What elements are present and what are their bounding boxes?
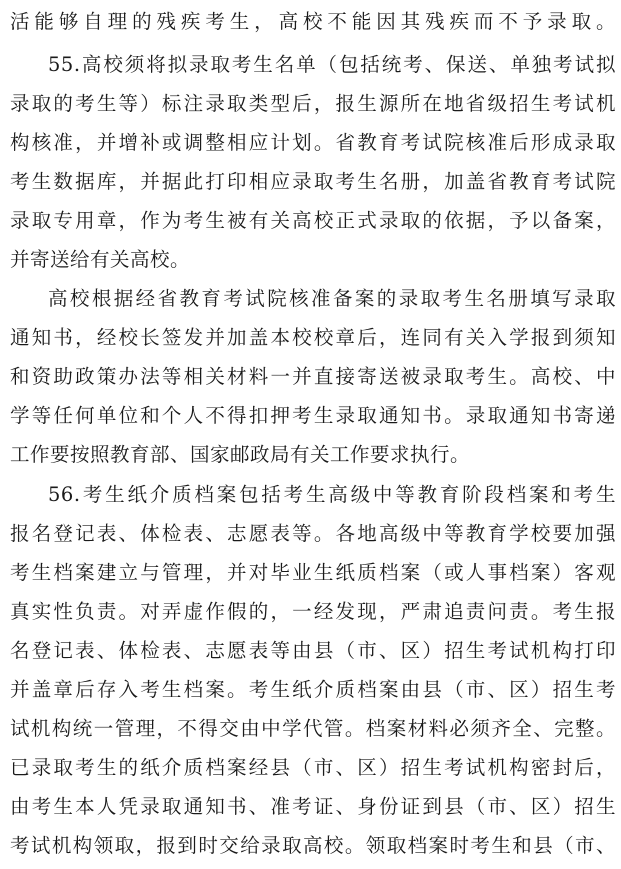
- text-line-20: 已录取考生的纸介质档案经县（市、区）招生考试机构密封后，: [10, 756, 616, 779]
- text-line-18: 并盖章后存入考生档案。考生纸介质档案由县（市、区）招生考: [10, 678, 616, 701]
- text-line-16: 真实性负责。对弄虚作假的，一经发现，严肃追责问责。考生报: [10, 600, 616, 623]
- text-line-13: 56.考生纸介质档案包括考生高级中等教育阶段档案和考生: [48, 483, 616, 506]
- text-line-21: 由考生本人凭录取通知书、准考证、身份证到县（市、区）招生: [10, 795, 616, 818]
- text-line-19: 试机构统一管理，不得交由中学代管。档案材料必须齐全、完整。: [10, 717, 616, 740]
- text-line-3: 录取的考生等）标注录取类型后，报生源所在地省级招生考试机: [10, 92, 616, 115]
- text-line-8: 高校根据经省教育考试院核准备案的录取考生名册填写录取: [48, 287, 616, 310]
- text-line-10: 和资助政策办法等相关材料一并直接寄送被录取考生。高校、中: [10, 365, 616, 388]
- text-line-2: 55.高校须将拟录取考生名单（包括统考、保送、单独考试拟: [48, 53, 616, 76]
- text-line-9: 通知书，经校长签发并加盖本校校章后，连同有关入学报到须知: [10, 326, 616, 349]
- text-line-5: 考生数据库，并据此打印相应录取考生名册，加盖省教育考试院: [10, 170, 616, 193]
- text-line-14: 报名登记表、体检表、志愿表等。各地高级中等教育学校要加强: [10, 522, 616, 545]
- text-line-1: 活能够自理的残疾考生，高校不能因其残疾而不予录取。: [10, 10, 616, 33]
- text-line-15: 考生档案建立与管理，并对毕业生纸质档案（或人事档案）客观: [10, 561, 616, 584]
- text-line-17: 名登记表、体检表、志愿表等由县（市、区）招生考试机构打印: [10, 639, 616, 662]
- text-line-6: 录取专用章，作为考生被有关高校正式录取的依据，予以备案，: [10, 209, 616, 232]
- text-line-4: 构核准，并增补或调整相应计划。省教育考试院核准后形成录取: [10, 131, 616, 154]
- text-line-7: 并寄送给有关高校。: [10, 248, 191, 271]
- text-line-12: 工作要按照教育部、国家邮政局有关工作要求执行。: [10, 443, 471, 466]
- text-line-22: 考试机构领取，报到时交给录取高校。领取档案时考生和县（市、: [10, 834, 616, 857]
- text-line-11: 学等任何单位和个人不得扣押考生录取通知书。录取通知书寄递: [10, 404, 616, 427]
